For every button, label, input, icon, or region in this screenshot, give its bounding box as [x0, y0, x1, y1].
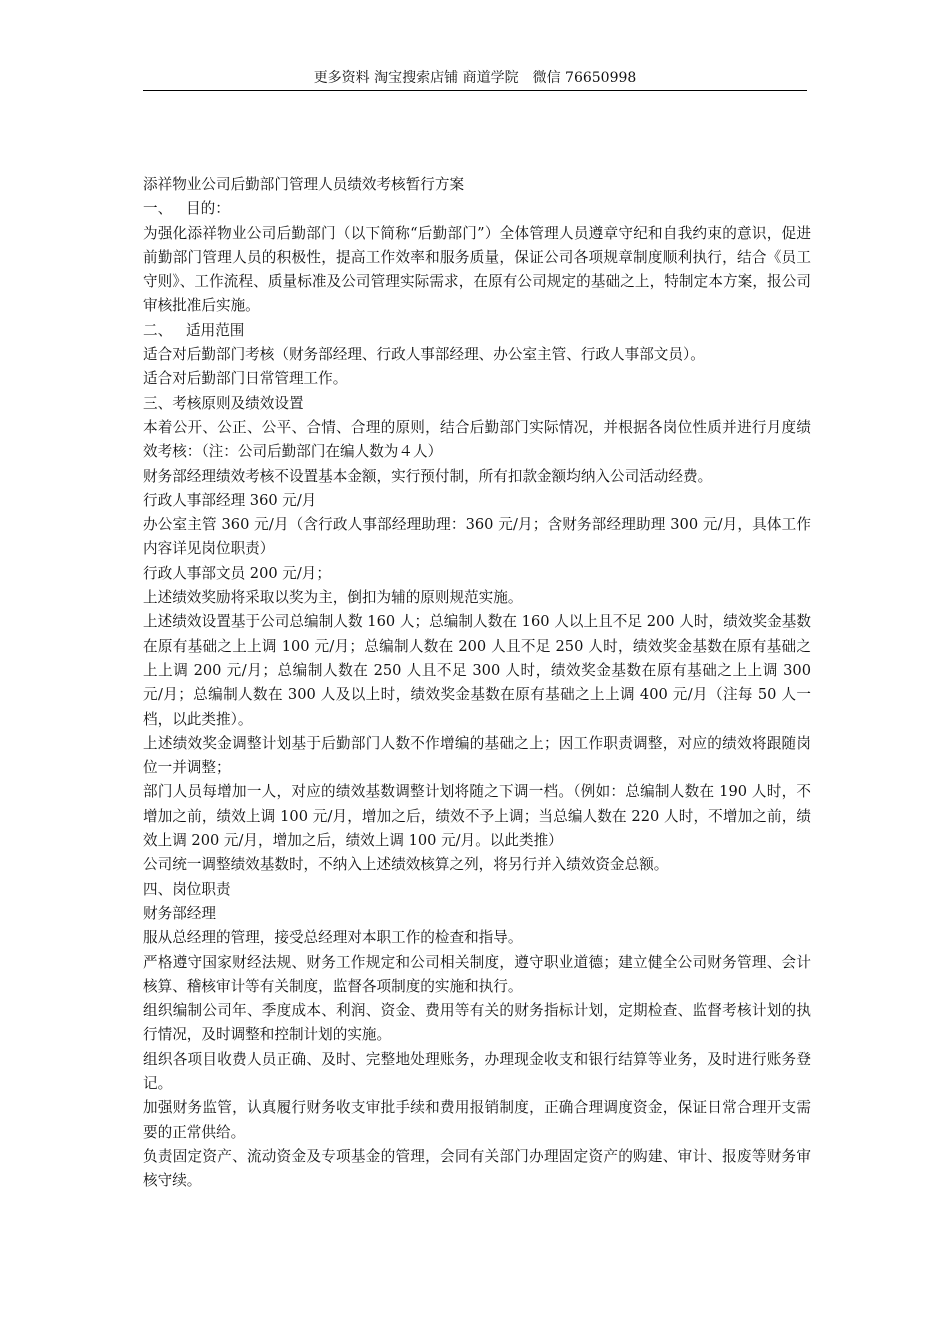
paragraph: 行政人事部经理 360 元/月 [143, 491, 317, 509]
section-number: 二、 [143, 321, 173, 339]
paragraph: 上述绩效设置基于公司总编制人数 160 人；总编制人数在 160 人以上且不足 200 人时，绩效奖金基数在原有基础之上上调 100 元/月；总编制人数在 200 人且不足 250 人时，绩效奖金基数在原有基础之上上调 200 元/月；总编制人数在 250 人且不足 300 人时，绩效奖金基数在原有基础之上上调 300 元/月；总编制人数在 300 人及以上时，绩效奖金基数在原有基础之上上调 400 元/月（注每 50 人一档，以此类推）。 [143, 613, 811, 728]
paragraph: 行政人事部文员 200 元/月； [143, 564, 331, 582]
paragraph: 财务部经理 [143, 904, 216, 922]
section-number: 一、 [143, 200, 173, 218]
paragraph: 组织各项目收费人员正确、及时、完整地处理账务，办理现金收支和银行结算等业务，及时进行账务登记。 [143, 1050, 811, 1092]
paragraph: 适合对后勤部门考核（财务部经理、行政人事部经理、办公室主管、行政人事部文员）。 [143, 346, 705, 364]
section-title: 适用范围 [186, 321, 245, 339]
section-heading-scope [143, 319, 811, 343]
document-body [143, 173, 811, 1193]
section-title: 目的： [186, 200, 230, 218]
paragraph: 服从总经理的管理，接受总经理对本职工作的检查和指导。 [143, 929, 523, 947]
paragraph: 上述绩效奖金调整计划基于后勤部门人数不作增编的基础之上；因工作职责调整，对应的绩效将跟随岗位一并调整； [143, 734, 811, 777]
paragraph: 公司统一调整绩效基数时，不纳入上述绩效核算之列，将另行并入绩效资金总额。 [143, 856, 669, 874]
paragraph: 严格遵守国家财经法规、财务工作规定和公司相关制度，遵守职业道德；建立健全公司财务管理、会计核算、稽核审计等有关制度，监督各项制度的实施和执行。 [143, 953, 811, 995]
paragraph: 部门人员每增加一人，对应的绩效基数调整计划将随之下调一档。（例如：总编制人数在 190 人时，不增加之前，绩效上调 100 元/月，增加之后，绩效不予上调；当总编人数在 220 人时，不增加之前，绩效上调 200 元/月，增加之后，绩效上调 100 元/月。以此类推） [143, 783, 811, 850]
paragraph: 上述绩效奖励将采取以奖为主，倒扣为辅的原则规范实施。 [143, 589, 523, 607]
paragraph: 为强化添祥物业公司后勤部门（以下简称“后勤部门”）全体管理人员遵章守纪和自我约束的意识，促进前勤部门管理人员的积极性，提高工作效率和服务质量，保证公司各项规章制度顺利执行，结合《员工守则》、工作流程、质量标准及公司管理实际需求，在原有公司规定的基础之上，特制定本方案，报公司审核批准后实施。 [143, 224, 811, 315]
section-heading-purpose [143, 197, 811, 221]
section-heading-principles: 三、考核原则及绩效设置 [143, 394, 304, 412]
document-title: 添祥物业公司后勤部门管理人员绩效考核暂行方案 [143, 176, 465, 193]
paragraph: 办公室主管 360 元/月（含行政人事部经理助理：360 元/月；含财务部经理助理 300 元/月，具体工作内容详见岗位职责） [143, 516, 811, 558]
paragraph: 适合对后勤部门日常管理工作。 [143, 370, 348, 388]
paragraph: 组织编制公司年、季度成本、利润、资金、费用等有关的财务指标计划，定期检查、监督考核计划的执行情况，及时调整和控制计划的实施。 [143, 1002, 811, 1044]
paragraph: 财务部经理绩效考核不设置基本金额，实行预付制，所有扣款金额均纳入公司活动经费。 [143, 467, 713, 485]
paragraph: 本着公开、公正、公平、合情、合理的原则，结合后勤部门实际情况，并根据各岗位性质并进行月度绩效考核：（注：公司后勤部门在编人数为４人） [143, 418, 811, 461]
header-rule [143, 90, 807, 91]
page-header: 更多资料 淘宝搜索店铺 商道学院 微信 76650998 [313, 70, 637, 86]
paragraph: 加强财务监管，认真履行财务收支审批手续和费用报销制度，正确合理调度资金，保证日常合理开支需要的正常供给。 [143, 1099, 811, 1141]
section-heading-duties: 四、岗位职责 [143, 880, 231, 898]
paragraph: 负责固定资产、流动资金及专项基金的管理，会同有关部门办理固定资产的购建、审计、报废等财务审核守续。 [143, 1147, 811, 1190]
